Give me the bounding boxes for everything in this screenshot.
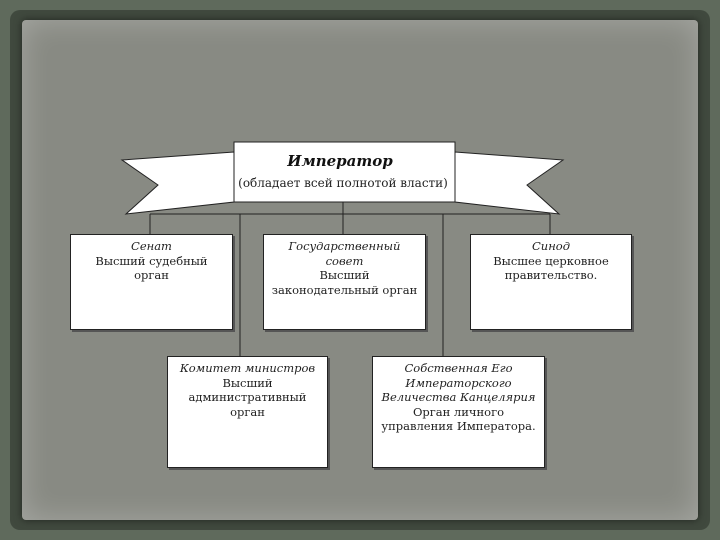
committee-title: Комитет министров bbox=[179, 361, 316, 375]
committee-desc: Высший административный орган bbox=[188, 375, 307, 419]
synod-desc: Высшее церковное правительство. bbox=[493, 253, 609, 282]
synod-box bbox=[470, 234, 632, 330]
state-council-desc: Высший законодательный орган bbox=[271, 268, 418, 297]
committee-box bbox=[167, 356, 328, 468]
emperor-subtitle: (обладает всей полнотой власти) bbox=[238, 176, 448, 190]
chancellery-box bbox=[372, 356, 545, 468]
banner-left-tail bbox=[122, 152, 234, 214]
state-council-box bbox=[263, 234, 426, 330]
banner-right-tail bbox=[455, 152, 563, 214]
state-council-title: Государственный совет bbox=[288, 239, 401, 268]
chancellery-title: Собственная Его Императорского Величества Канцелярия bbox=[381, 361, 536, 404]
chancellery-desc: Орган личного управления Императора. bbox=[381, 404, 536, 433]
senate-box bbox=[70, 234, 233, 330]
synod-title: Синод bbox=[532, 239, 570, 253]
senate-title: Сенат bbox=[131, 239, 172, 253]
emperor-title: Император bbox=[287, 152, 393, 170]
banner-center bbox=[234, 142, 455, 202]
senate-desc: Высший судебный орган bbox=[95, 253, 208, 282]
